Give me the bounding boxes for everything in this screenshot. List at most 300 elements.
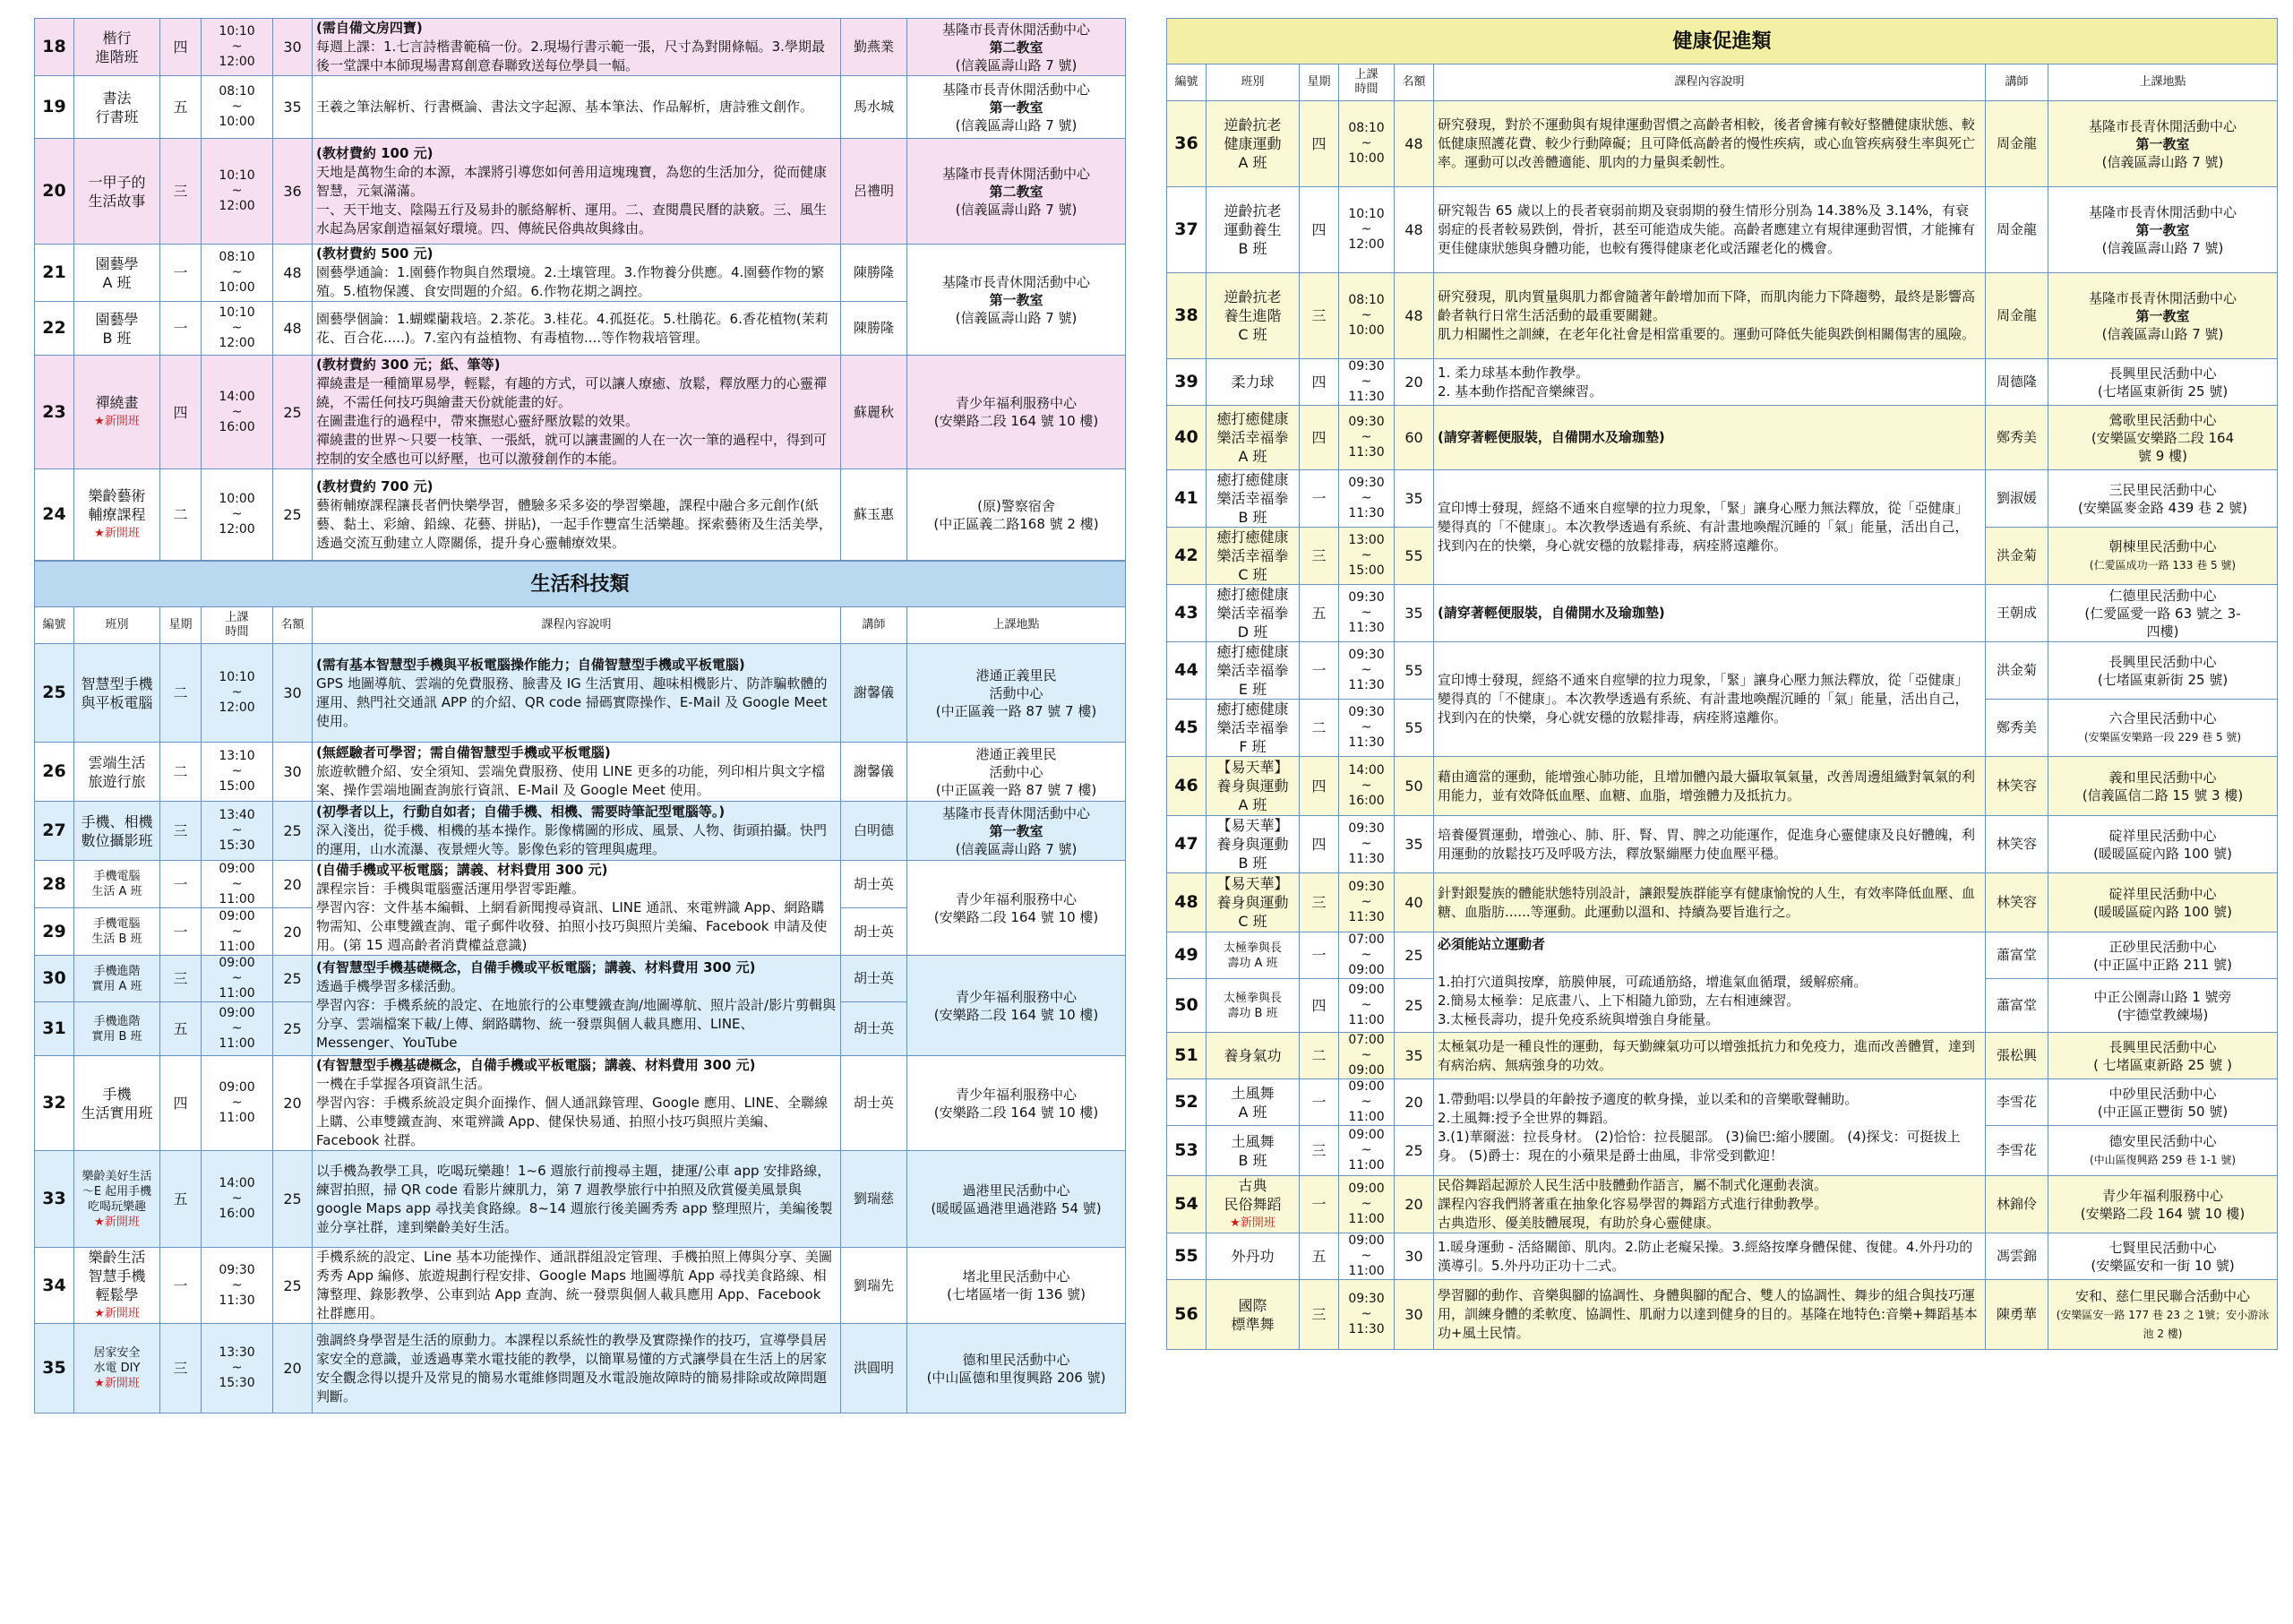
course-weekday: 一 (160, 245, 202, 302)
course-quota: 48 (1395, 273, 1434, 359)
course-quota: 25 (273, 469, 313, 561)
course-weekday: 三 (1300, 528, 1339, 585)
location-line: (信義區壽山路 7 號) (2101, 239, 2224, 256)
course-time: 08:10 ~ 10:00 (1339, 273, 1395, 359)
course-quota: 20 (1395, 1079, 1434, 1126)
location-line: (原)警察宿舍 (977, 497, 1055, 514)
left-course-panel (34, 18, 1125, 1413)
course-quota: 20 (273, 1056, 313, 1151)
description-text: 研究報告 65 歲以上的長者衰弱前期及衰弱期的發生情形分別為 14.38%及 3.14%，有衰弱症的長者較易跌倒，骨折，甚至可能造成失能。高齡者應建立有規律運動習慣，才能擁有更佳健康狀態與身體功能，也較有獲得健康老化或活躍老化的機會。 (1438, 202, 1976, 256)
description-text: 強調終身學習是生活的原動力。本課程以系統性的教學及實際操作的技巧，宣導學員居家安全的意識，並透過專業水電技能的教學，以簡單易懂的方式讓學員在生活上的居家安全觀念得以提升及常見的簡易水電維修問題及水電設施故障時的簡易排除或故障問題判斷。 (316, 1331, 828, 1405)
course-location (907, 743, 1126, 802)
description-text: 民俗舞蹈起源於人民生活中肢體動作語言，屬不制式化運動表演。 課程內容我們將著重在抽象化容易學習的舞蹈方式進行律動教學。 古典造形、優美肢體展現，有助於身心靈健康。 (1438, 1177, 1828, 1231)
course-time: 09:30 ~ 11:30 (1339, 406, 1395, 470)
location-line: (中正區義一路 87 號 7 樓) (935, 702, 1097, 719)
course-quota: 25 (273, 956, 313, 1002)
course-description (1434, 1079, 1986, 1176)
course-quota: 20 (1395, 359, 1434, 406)
course-teacher: 馬水城 (841, 76, 907, 139)
course-name: 養身氣功 (1207, 1033, 1300, 1079)
course-row (35, 19, 1126, 76)
course-row (1167, 932, 2278, 979)
course-quota: 48 (273, 302, 313, 356)
course-number: 38 (1167, 273, 1207, 359)
course-weekday: 四 (1300, 979, 1339, 1033)
header-row (1167, 64, 2278, 101)
course-teacher: 鄭秀美 (1986, 406, 2048, 470)
description-text: GPS 地圖導航、雲端的免費服務、臉書及 IG 生活實用、趣味相機影片、防詐騙軟體的運用、熱門社交通訊 APP 的介紹、QR code 掃碼實際操作、E-Mail 及 Google Meet 使用。 (316, 675, 828, 729)
course-location (907, 956, 1126, 1056)
course-time: 09:30 ~ 11:30 (202, 1248, 273, 1324)
location-line: 港通正義里民 (975, 666, 1057, 683)
course-teacher: 胡士英 (841, 1002, 907, 1056)
location-line: 第一教室 (2135, 135, 2190, 152)
description-text: 研究發現，對於不運動與有規律運動習慣之高齡者相較，後者會擁有較好整體健康狀態、較低健康照護花費、較少行動障礙；且可降低高齡者的慢性疾病，或心血管疾病發生率與死亡率。運動可以改善體適能、肌肉的力量與柔韌性。 (1438, 116, 1976, 170)
course-quota: 35 (1395, 1033, 1434, 1079)
course-time: 09:30 ~ 11:30 (1339, 642, 1395, 700)
course-teacher: 謝馨儀 (841, 743, 907, 802)
location-line: 四樓) (2146, 623, 2179, 640)
course-location (2048, 642, 2278, 700)
course-time: 09:30 ~ 11:30 (1339, 359, 1395, 406)
course-time: 10:10 ~ 12:00 (202, 19, 273, 76)
location-line: (信義區壽山路 7 號) (2101, 325, 2224, 342)
course-time: 07:00 ~ 09:00 (1339, 932, 1395, 979)
course-row (1167, 1176, 2278, 1233)
header-teacher: 講師 (1986, 64, 2048, 101)
course-location (2048, 757, 2278, 816)
course-number: 25 (35, 644, 74, 743)
course-row (35, 1151, 1126, 1248)
course-number: 40 (1167, 406, 1207, 470)
course-description (313, 956, 841, 1056)
course-number: 54 (1167, 1176, 1207, 1233)
course-weekday: 四 (1300, 101, 1339, 187)
course-teacher: 林錦伶 (1986, 1176, 2048, 1233)
location-line: 港通正義里民 (975, 745, 1057, 762)
course-name: 園藝學 A 班 (74, 245, 160, 302)
course-quota: 25 (273, 802, 313, 861)
course-name: 居家安全 水電 DIY ★新開班 (74, 1324, 160, 1413)
course-teacher: 陳勝隆 (841, 302, 907, 356)
location-line: (安樂路二段 164 號 10 樓) (933, 908, 1099, 925)
location-line: ( 七堵區東新路 25 號 ) (2093, 1056, 2232, 1073)
course-row (1167, 873, 2278, 932)
course-name: 【易天華】 養身與運動 B 班 (1207, 816, 1300, 873)
course-row (1167, 1079, 2278, 1126)
course-row (35, 802, 1126, 861)
course-time: 10:10 ~ 12:00 (1339, 187, 1395, 273)
description-text: 必須能站立運動者 1.拍打穴道與按摩，筋膜伸展，可疏通筋絡，增進氣血循環，緩解瘀痛。 2.簡易太極拳：足底畫八、上下相隨九節勁，左右相連練習。 3.太極長壽功，提升免疫系統與增強自身能量。 (1438, 935, 1981, 1027)
location-line: 中正公園壽山路 1 號旁 (2093, 988, 2232, 1005)
description-text: 旅遊軟體介紹、安全須知、雲端免費服務、使用 LINE 更多的功能，列印相片與文字檔案、操作雲端地圖查詢旅行資訊、E-Mail 及 Google Meet 使用。 (316, 763, 826, 798)
location-line: (暖暖區碇內路 100 號) (2093, 845, 2232, 862)
course-teacher: 勤燕業 (841, 19, 907, 76)
course-teacher: 劉瑞先 (841, 1248, 907, 1324)
course-description (1434, 816, 1986, 873)
course-teacher: 馮雲錦 (1986, 1233, 2048, 1280)
course-name: 手機電腦 生活 A 班 (74, 861, 160, 908)
description-note: (初學者以上，行動自如者；自備手機、相機、需要時筆記型電腦等。) (316, 803, 726, 820)
course-description (313, 644, 841, 743)
header-row (35, 607, 1126, 644)
course-time: 09:30 ~ 11:30 (1339, 1280, 1395, 1350)
course-name: 癒打癒健康 樂活幸福拳 A 班 (1207, 406, 1300, 470)
course-location (2048, 406, 2278, 470)
course-row (35, 861, 1126, 908)
location-line: 基隆市長青休閒活動中心 (2089, 289, 2237, 306)
location-line: (七堵區東新街 25 號) (2097, 382, 2229, 400)
course-name: 一甲子的 生活故事 (74, 139, 160, 245)
course-quota: 30 (1395, 1233, 1434, 1280)
course-location (2048, 700, 2278, 757)
description-text: 宣印博士發現，經絡不通來自痙攣的拉力現象，「緊」讓身心壓力無法釋放，從「亞健康」變得真的「不健康」。本次教學透過有系統、有計畫地喚醒沉睡的「氣」能量，活出自己，找到內在的快樂，身心就安穩的放鬆排毒，病痊將遠離你。 (1438, 500, 1969, 554)
course-quota: 30 (273, 743, 313, 802)
course-teacher: 胡士英 (841, 861, 907, 908)
course-description (1434, 585, 1986, 642)
course-teacher: 鄭秀美 (1986, 700, 2048, 757)
right-course-panel (1166, 18, 2277, 1350)
location-line: (暖暖區過港里過港路 54 號) (931, 1199, 1102, 1216)
course-quota: 25 (273, 1248, 313, 1324)
course-weekday: 五 (1300, 1233, 1339, 1280)
description-note: (教材費約 700 元) (316, 477, 434, 494)
course-number: 36 (1167, 101, 1207, 187)
course-name: 雲端生活 旅遊行旅 (74, 743, 160, 802)
course-time: 10:10 ~ 12:00 (202, 644, 273, 743)
header-place: 上課地點 (2048, 64, 2278, 101)
course-name: 手機、相機 數位攝影班 (74, 802, 160, 861)
course-quota: 20 (1395, 1176, 1434, 1233)
course-teacher: 呂禮明 (841, 139, 907, 245)
header-teacher: 講師 (841, 607, 907, 644)
course-teacher: 胡士英 (841, 1056, 907, 1151)
course-description (1434, 1280, 1986, 1350)
course-number: 20 (35, 139, 74, 245)
location-line: (仁愛區成功一路 133 巷 5 號) (2089, 559, 2237, 571)
course-row (35, 743, 1126, 802)
course-location (2048, 1033, 2278, 1079)
course-location (2048, 359, 2278, 406)
course-location (907, 19, 1126, 76)
course-row (35, 1056, 1126, 1151)
course-location (907, 1324, 1126, 1413)
course-number: 26 (35, 743, 74, 802)
location-line: 六合里民活動中心 (2108, 710, 2217, 726)
location-line: 德和里民活動中心 (962, 1351, 1070, 1368)
course-weekday: 二 (160, 743, 202, 802)
location-line: 基隆市長青休閒活動中心 (2089, 203, 2237, 220)
location-line: 第二教室 (989, 183, 1043, 200)
course-weekday: 一 (160, 908, 202, 956)
course-number: 18 (35, 19, 74, 76)
course-number: 29 (35, 908, 74, 956)
course-number: 37 (1167, 187, 1207, 273)
location-line: 第一教室 (989, 291, 1043, 308)
location-line: 青少年福利服務中心 (956, 988, 1078, 1005)
location-line: 七賢里民活動中心 (2108, 1239, 2217, 1256)
course-number: 35 (35, 1324, 74, 1413)
section-title-tech: 生活科技類 (35, 562, 1126, 607)
course-teacher: 蘇麗秋 (841, 356, 907, 469)
description-text: 園藝學通論：1.園藝作物與自然環境。2.土壤管理。3.作物養分供應。4.園藝作物的繁殖。5.植物保護、食安問題的介紹。6.作物花期之調控。 (316, 264, 825, 299)
course-time: 14:00 ~ 16:00 (202, 356, 273, 469)
course-quota: 40 (1395, 873, 1434, 932)
course-location (907, 644, 1126, 743)
course-teacher: 林笑容 (1986, 873, 2048, 932)
location-line: 仁德里民活動中心 (2108, 587, 2217, 604)
course-time: 09:00 ~ 11:00 (1339, 1233, 1395, 1280)
location-line: 活動中心 (989, 684, 1043, 701)
location-line: 三民里民活動中心 (2108, 481, 2217, 498)
course-name: 手機進階 實用 A 班 (74, 956, 160, 1002)
course-description (1434, 187, 1986, 273)
course-name: 樂齡藝術 輔療課程 ★新開班 (74, 469, 160, 561)
new-class-badge: ★新開班 (94, 1377, 140, 1390)
header-desc: 課程內容說明 (313, 607, 841, 644)
course-teacher: 李雪花 (1986, 1126, 2048, 1176)
course-name: 手機進階 實用 B 班 (74, 1002, 160, 1056)
course-location (2048, 101, 2278, 187)
course-location (2048, 528, 2278, 585)
description-text: 手機系統的設定、Line 基本功能操作、通訊群組設定管理、手機拍照上傳與分享、美圖秀秀 App 編修、旅遊規劃行程安排、Google Maps 地圖導航 App 尋找美食路線、相簿整理、錄影教學、公車到站 App 查詢、統一發票與個人載具應用 App、Facebook 社群應用。 (316, 1249, 833, 1321)
course-name: 土風舞 B 班 (1207, 1126, 1300, 1176)
course-number: 55 (1167, 1233, 1207, 1280)
course-description (1434, 932, 1986, 1033)
description-text: 針對銀髮族的體能狀態特別設計，讓銀髮族群能享有健康愉悅的人生，有效率降低血壓、血糖、血脂肪......等運動。此運動以溫和、持續為要旨進行之。 (1438, 884, 1976, 920)
course-weekday: 三 (1300, 1280, 1339, 1350)
course-time: 14:00 ~ 16:00 (1339, 757, 1395, 816)
course-description (313, 1324, 841, 1413)
course-location (907, 802, 1126, 861)
course-time: 10:00 ~ 12:00 (202, 469, 273, 561)
location-line: (安樂區安和一街 10 號) (2091, 1257, 2235, 1274)
course-description (1434, 642, 1986, 757)
course-time: 09:30 ~ 11:30 (1339, 700, 1395, 757)
description-text: 太極氣功是一種良性的運動，每天勤練氣功可以增強抵抗力和免疫力，進而改善體質，達到有病治病、無病強身的功效。 (1438, 1037, 1976, 1073)
course-number: 33 (35, 1151, 74, 1248)
course-quota: 55 (1395, 700, 1434, 757)
course-location (907, 1056, 1126, 1151)
location-line: 正砂里民活動中心 (2108, 938, 2217, 955)
course-name: 土風舞 A 班 (1207, 1079, 1300, 1126)
description-note: (教材費約 300 元；紙、筆等) (316, 357, 501, 373)
header-desc: 課程內容說明 (1434, 64, 1986, 101)
course-teacher: 陳勝隆 (841, 245, 907, 302)
course-time: 09:00 ~ 11:00 (202, 956, 273, 1002)
course-weekday: 三 (1300, 1126, 1339, 1176)
course-name: 逆齡抗老 健康運動 A 班 (1207, 101, 1300, 187)
header-day: 星期 (160, 607, 202, 644)
course-location (2048, 585, 2278, 642)
location-line: 基隆市長青休閒活動中心 (941, 165, 1090, 182)
course-row (1167, 642, 2278, 700)
course-row (35, 1248, 1126, 1324)
location-line: (信義區壽山路 7 號) (2101, 153, 2224, 170)
description-text: 透過手機學習多樣活動。 學習內容：手機系統的設定、在地旅行的公車雙鐵查詢/地圖導航、照片設計/影片剪輯與分享、雲端檔案下載/上傳、網路購物、統一發票與個人載具應用、LINE、Messenger、YouTube (316, 978, 837, 1051)
location-line: (安樂區安樂路二段 164 (2091, 429, 2235, 446)
course-quota: 35 (1395, 470, 1434, 528)
location-line: (安樂路二段 164 號 10 樓) (933, 1104, 1099, 1121)
location-line: (中正區正豐街 50 號) (2097, 1103, 2229, 1120)
new-class-badge: ★新開班 (1230, 1216, 1275, 1230)
course-row (1167, 1280, 2278, 1350)
course-weekday: 一 (1300, 1176, 1339, 1233)
course-description (313, 356, 841, 469)
course-description (313, 1248, 841, 1324)
course-time: 09:30 ~ 11:30 (1339, 873, 1395, 932)
description-text: 園藝學個論：1.蝴蝶蘭栽培。2.茶花。3.桂花。4.孤挺花。5.杜鵑花。6.香花植物(茉莉花、百合花.....)。7.室內有益植物、有毒植物....等作物栽培管理。 (316, 310, 829, 346)
description-text: 1. 柔力球基本動作教學。 2. 基本動作搭配音樂練習。 (1438, 364, 1603, 400)
location-line: 基隆市長青休閒活動中心 (941, 273, 1090, 290)
course-weekday: 四 (1300, 406, 1339, 470)
description-text: 每週上課：1.七言詩楷書範稿一份。2.現場行書示範一張，尺寸為對開條幅。3.學期最後一堂課中本師現場書寫創意春聯致送每位學員一幅。 (316, 39, 825, 73)
course-number: 31 (35, 1002, 74, 1056)
new-class-badge: ★新開班 (94, 1307, 140, 1320)
course-row (1167, 816, 2278, 873)
course-teacher: 洪圓明 (841, 1324, 907, 1413)
location-line: (七堵區堵一街 136 號) (947, 1286, 1086, 1302)
location-line: (暖暖區碇內路 100 號) (2093, 903, 2232, 920)
course-time: 13:10 ~ 15:00 (202, 743, 273, 802)
course-row (35, 469, 1126, 561)
course-quota: 60 (1395, 406, 1434, 470)
course-description (1434, 1033, 1986, 1079)
course-name: 禪繞畫 ★新開班 (74, 356, 160, 469)
course-teacher: 謝馨儀 (841, 644, 907, 743)
course-description (313, 302, 841, 356)
location-line: 過港里民活動中心 (962, 1181, 1070, 1199)
course-time: 09:00 ~ 11:00 (1339, 979, 1395, 1033)
location-line: (中正區義二路168 號 2 樓) (933, 515, 1099, 532)
course-teacher: 劉瑞慈 (841, 1151, 907, 1248)
course-time: 09:30 ~ 11:30 (1339, 816, 1395, 873)
course-location (907, 356, 1126, 469)
description-note: (請穿著輕便服裝，自備開水及瑜珈墊) (1438, 605, 1665, 621)
course-weekday: 一 (1300, 470, 1339, 528)
location-line: 基隆市長青休閒活動中心 (942, 804, 1091, 821)
course-row (1167, 406, 2278, 470)
header-cls: 班別 (74, 607, 160, 644)
course-name: 智慧型手機 與平板電腦 (74, 644, 160, 743)
course-time: 10:10 ~ 12:00 (202, 302, 273, 356)
course-number: 28 (35, 861, 74, 908)
course-description (313, 245, 841, 302)
course-description (313, 19, 841, 76)
course-description (313, 743, 841, 802)
course-teacher: 蕭富堂 (1986, 979, 2048, 1033)
course-location (907, 469, 1126, 561)
location-line: 碇祥里民活動中心 (2108, 827, 2217, 844)
course-number: 32 (35, 1056, 74, 1151)
course-quota: 20 (273, 908, 313, 956)
location-line: 碇祥里民活動中心 (2108, 885, 2217, 902)
course-teacher: 白明德 (841, 802, 907, 861)
course-number: 47 (1167, 816, 1207, 873)
description-note: (教材費約 100 元) (316, 145, 434, 161)
course-weekday: 一 (1300, 642, 1339, 700)
description-text: 王羲之筆法解析、行書概論、書法文字起源、基本筆法、作品解析，唐詩雅文創作。 (316, 99, 814, 115)
description-text: 學習腳的動作、音樂與腳的協調性、身體與腳的配合、雙人的協調性、舞步的組合與技巧運用，訓練身體的柔軟度、協調性、肌耐力以達到健身的目的。基隆在地特色:音樂+舞蹈基本功+風土民情。 (1438, 1287, 1978, 1341)
course-row (35, 245, 1126, 302)
course-number: 50 (1167, 979, 1207, 1033)
course-weekday: 五 (160, 76, 202, 139)
course-time: 08:10 ~ 10:00 (1339, 101, 1395, 187)
course-teacher: 蘇玉惠 (841, 469, 907, 561)
location-line: 青少年福利服務中心 (2102, 1187, 2224, 1204)
description-text: 禪繞畫是一種簡單易學，輕鬆，有趣的方式，可以讓人療癒、放鬆，釋放壓力的心靈禪繞，不需任何技巧與繪畫天份就能畫的好。 在圖畫進行的過程中，帶來撫慰心靈紓壓放鬆的效果。 禪繞畫的世界～只要一枝筆、一張紙，就可以讓畫圖的人在一次一筆的過程中，得到可控制的安全感也可以紓壓，也可以激發創作的本能。 (316, 375, 828, 467)
location-line: 活動中心 (989, 763, 1043, 780)
location-line: 朝棟里民活動中心 (2108, 538, 2217, 554)
course-number: 21 (35, 245, 74, 302)
location-line: (信義區壽山路 7 號) (955, 840, 1078, 857)
course-teacher: 陳勇華 (1986, 1280, 2048, 1350)
header-no: 編號 (35, 607, 74, 644)
course-quota: 25 (273, 1151, 313, 1248)
description-note: (有智慧型手機基礎概念，自備手機或平板電腦；講義、材料費用 300 元) (316, 1057, 756, 1073)
course-weekday: 二 (160, 469, 202, 561)
course-description (1434, 406, 1986, 470)
course-time: 09:00 ~ 11:00 (1339, 1079, 1395, 1126)
location-line: (安樂路二段 164 號 10 樓) (933, 1006, 1099, 1023)
header-place: 上課地點 (907, 607, 1126, 644)
course-row (35, 956, 1126, 1002)
course-quota: 20 (273, 861, 313, 908)
course-teacher: 蕭富堂 (1986, 932, 2048, 979)
course-row (1167, 470, 2278, 528)
course-teacher: 周德隆 (1986, 359, 2048, 406)
location-line: 德安里民活動中心 (2108, 1133, 2217, 1149)
header-time: 上課 時間 (1339, 64, 1395, 101)
course-teacher: 李雪花 (1986, 1079, 2048, 1126)
course-weekday: 二 (160, 644, 202, 743)
course-name: 樂齡生活 智慧手機 輕鬆學 ★新開班 (74, 1248, 160, 1324)
course-number: 22 (35, 302, 74, 356)
course-row (1167, 757, 2278, 816)
description-note: (自備手機或平板電腦；講義、材料費用 300 元) (316, 862, 608, 878)
course-weekday: 三 (160, 1324, 202, 1413)
location-line: (安樂區麥金路 439 巷 2 號) (2078, 499, 2247, 516)
location-line: (信義區信二路 15 號 3 樓) (2082, 786, 2244, 803)
course-row (1167, 359, 2278, 406)
course-description (313, 1151, 841, 1248)
course-row (35, 76, 1126, 139)
course-row (1167, 187, 2278, 273)
location-line: 堵北里民活動中心 (962, 1268, 1070, 1285)
course-name: 【易天華】 養身與運動 A 班 (1207, 757, 1300, 816)
course-quota: 36 (273, 139, 313, 245)
course-teacher: 林笑容 (1986, 816, 2048, 873)
course-name: 癒打癒健康 樂活幸福拳 C 班 (1207, 528, 1300, 585)
course-row (35, 1324, 1126, 1413)
location-line: 鶯歌里民活動中心 (2108, 411, 2217, 428)
course-time: 13:00 ~ 15:00 (1339, 528, 1395, 585)
location-line: 第一教室 (2135, 221, 2190, 238)
course-location (2048, 1233, 2278, 1280)
header-cls: 班別 (1207, 64, 1300, 101)
course-weekday: 一 (160, 302, 202, 356)
description-text: 藉由適當的運動，能增強心肺功能，且增加體內最大攝取氧氣量，改善周邊組織對氧氣的利用能力，並有效降低血壓、血糖、血脂，增強體力及抵抗力。 (1438, 768, 1976, 803)
course-weekday: 四 (1300, 757, 1339, 816)
course-weekday: 一 (1300, 1079, 1339, 1126)
course-name: 書法 行書班 (74, 76, 160, 139)
course-teacher: 胡士英 (841, 956, 907, 1002)
course-quota: 48 (1395, 187, 1434, 273)
location-line: 中砂里民活動中心 (2108, 1085, 2217, 1102)
location-line: (安樂路二段 164 號 10 樓) (2080, 1205, 2246, 1222)
course-quota: 30 (1395, 1280, 1434, 1350)
course-row (35, 139, 1126, 245)
